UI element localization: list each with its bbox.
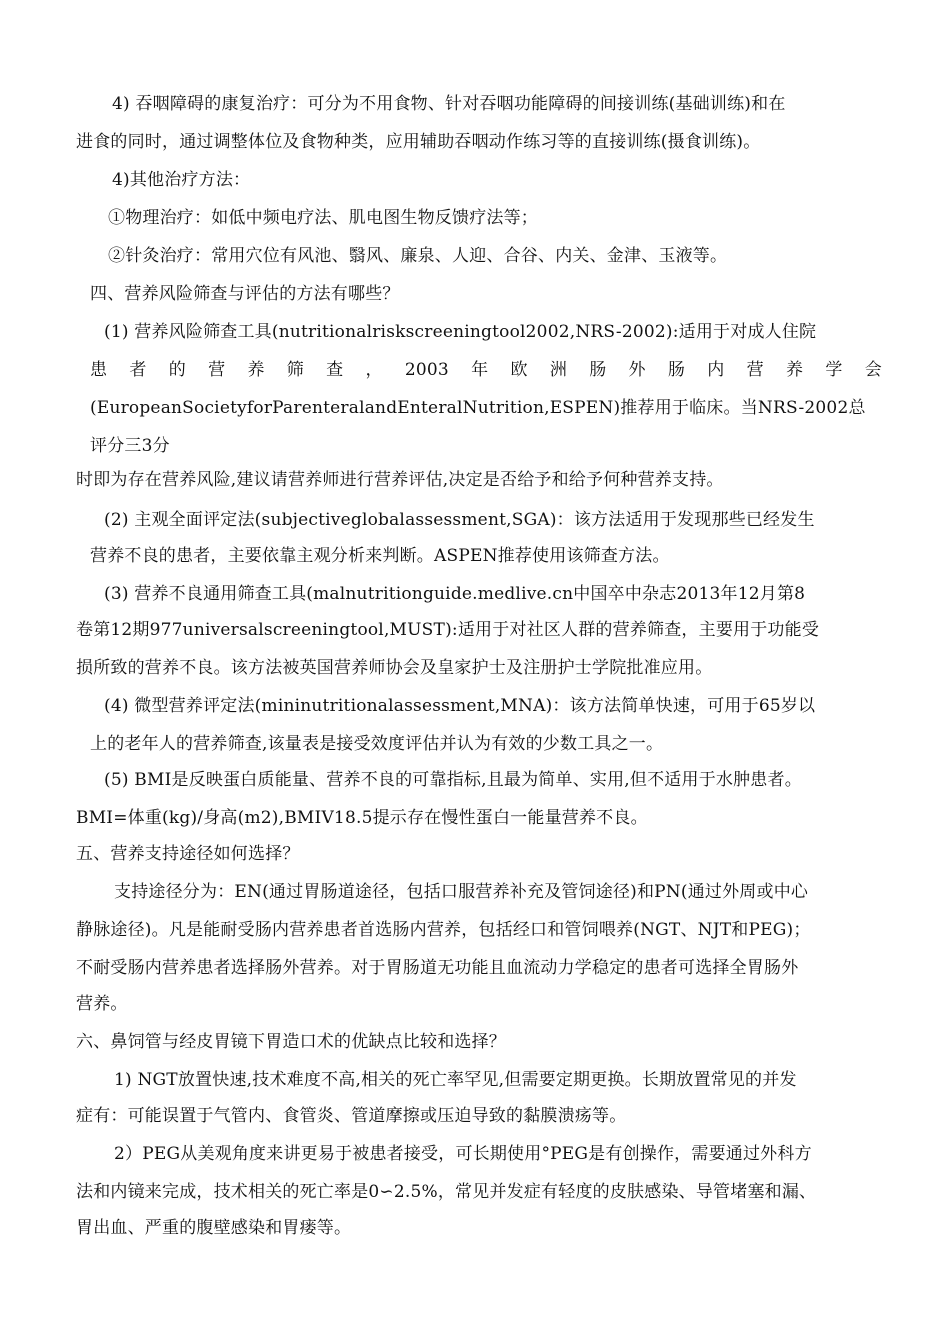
text-line: 1) NGT放置快速,技术难度不高,相关的死亡率罕见,但需要定期更换。长期放置常见的并发 [114, 1070, 797, 1090]
word: ， [365, 360, 383, 380]
word: 营 [746, 360, 764, 380]
word: 筛 [286, 360, 304, 380]
section-heading: 六、鼻饲管与经皮胃镜下胃造口术的优缺点比较和选择？ [76, 1032, 506, 1052]
word: 会 [864, 360, 882, 380]
text-line: 上的老年人的营养筛查,该量表是接受效度评估并认为有效的少数工具之一。 [90, 734, 664, 754]
text-line: 营养。 [76, 994, 128, 1014]
word: 欧 [510, 360, 528, 380]
justified-line [90, 358, 882, 382]
word: 学 [825, 360, 843, 380]
word: 洲 [549, 360, 568, 380]
text-line: (4) 微型营养评定法(mininutritionalassessment,MNA)：该方法简单快速，可用于65岁以 [104, 696, 816, 716]
word: 患 [90, 360, 108, 380]
text-line: (5) BMI是反映蛋白质能量、营养不良的可靠指标,且最为简单、实用,但不适用于水肿患者。 [104, 770, 802, 790]
section-heading: 四、营养风险筛查与评估的方法有哪些？ [90, 284, 400, 304]
text-line: 卷第12期977universalscreeningtool,MUST):适用于对社区人群的营养筛查，主要用于功能受 [76, 620, 820, 640]
text-line: 营养不良的患者，主要依靠主观分析来判断。ASPEN推荐使用该筛查方法。 [90, 546, 670, 566]
section-heading: 五、营养支持途径如何选择？ [76, 844, 300, 864]
text-line: ②针灸治疗：常用穴位有风池、翳风、廉泉、人迎、合谷、内关、金津、玉液等。 [108, 246, 728, 266]
word: 肠 [667, 360, 686, 380]
text-line: 4)其他治疗方法： [112, 170, 251, 190]
text-line: ①物理治疗：如低中频电疗法、肌电图生物反馈疗法等； [108, 208, 538, 228]
text-line: 损所致的营养不良。该方法被英国营养师协会及皇家护士及注册护士学院批准应用。 [76, 658, 713, 678]
text-line: 时即为存在营养风险,建议请营养师进行营养评估,决定是否给予和给予何种营养支持。 [76, 470, 724, 490]
word: 2003 [404, 360, 449, 380]
text-line: 2）PEG从美观角度来讲更易于被患者接受，可长期使用°PEG是有创操作，需要通过外科方 [114, 1144, 812, 1164]
word: 内 [707, 360, 725, 380]
text-line: 不耐受肠内营养患者选择肠外营养。对于胃肠道无功能且血流动力学稳定的患者可选择全胃肠外 [76, 958, 799, 978]
text-line: BMI=体重(kg)/身高(m2),BMIV18.5提示存在慢性蛋白一能量营养不良。 [76, 808, 648, 828]
word: 肠 [589, 360, 607, 380]
word: 查 [326, 360, 344, 380]
text-line: 4) 吞咽障碍的康复治疗：可分为不用食物、针对吞咽功能障碍的间接训练(基础训练)和在 [112, 94, 786, 114]
word: 的 [168, 360, 186, 380]
text-line: (EuropeanSocietyforParenteralandEnteralNutrition,ESPEN)推荐用于临床。当NRS-2002总 [90, 398, 866, 418]
word: 者 [129, 360, 147, 380]
text-line: 静脉途径)。凡是能耐受肠内营养患者首选肠内营养，包括经口和管饲喂养(NGT、NJT和PEG)； [76, 920, 811, 940]
text-line: 法和内镜来完成，技术相关的死亡率是0∽2.5%，常见并发症有轻度的皮肤感染、导管堵塞和漏、 [76, 1182, 817, 1202]
text-line: 进食的同时，通过调整体位及食物种类，应用辅助吞咽动作练习等的直接训练(摄食训练)。 [76, 132, 761, 152]
text-line: (1) 营养风险筛查工具(nutritionalriskscreeningtool2002,NRS-2002):适用于对成人住院 [104, 322, 817, 342]
text-line: 胃出血、严重的腹壁感染和胃瘘等。 [76, 1218, 352, 1238]
text-line: 评分三3分 [90, 436, 170, 456]
word: 外 [628, 360, 646, 380]
word: 年 [471, 360, 489, 380]
word: 养 [247, 360, 265, 380]
text-line: 支持途径分为：EN(通过胃肠道途径，包括口服营养补充及管饲途径)和PN(通过外周或中心 [114, 882, 809, 902]
text-line: (3) 营养不良通用筛查工具(malnutritionguide.medlive.cn中国卒中杂志2013年12月第8 [104, 584, 806, 604]
word: 养 [785, 360, 804, 380]
text-line: 症有：可能误置于气管内、食管炎、管道摩擦或压迫导致的黏膜溃疡等。 [76, 1106, 627, 1126]
word: 营 [208, 360, 226, 380]
text-line: (2) 主观全面评定法(subjectiveglobalassessment,SGA)：该方法适用于发现那些已经发生 [104, 510, 815, 530]
